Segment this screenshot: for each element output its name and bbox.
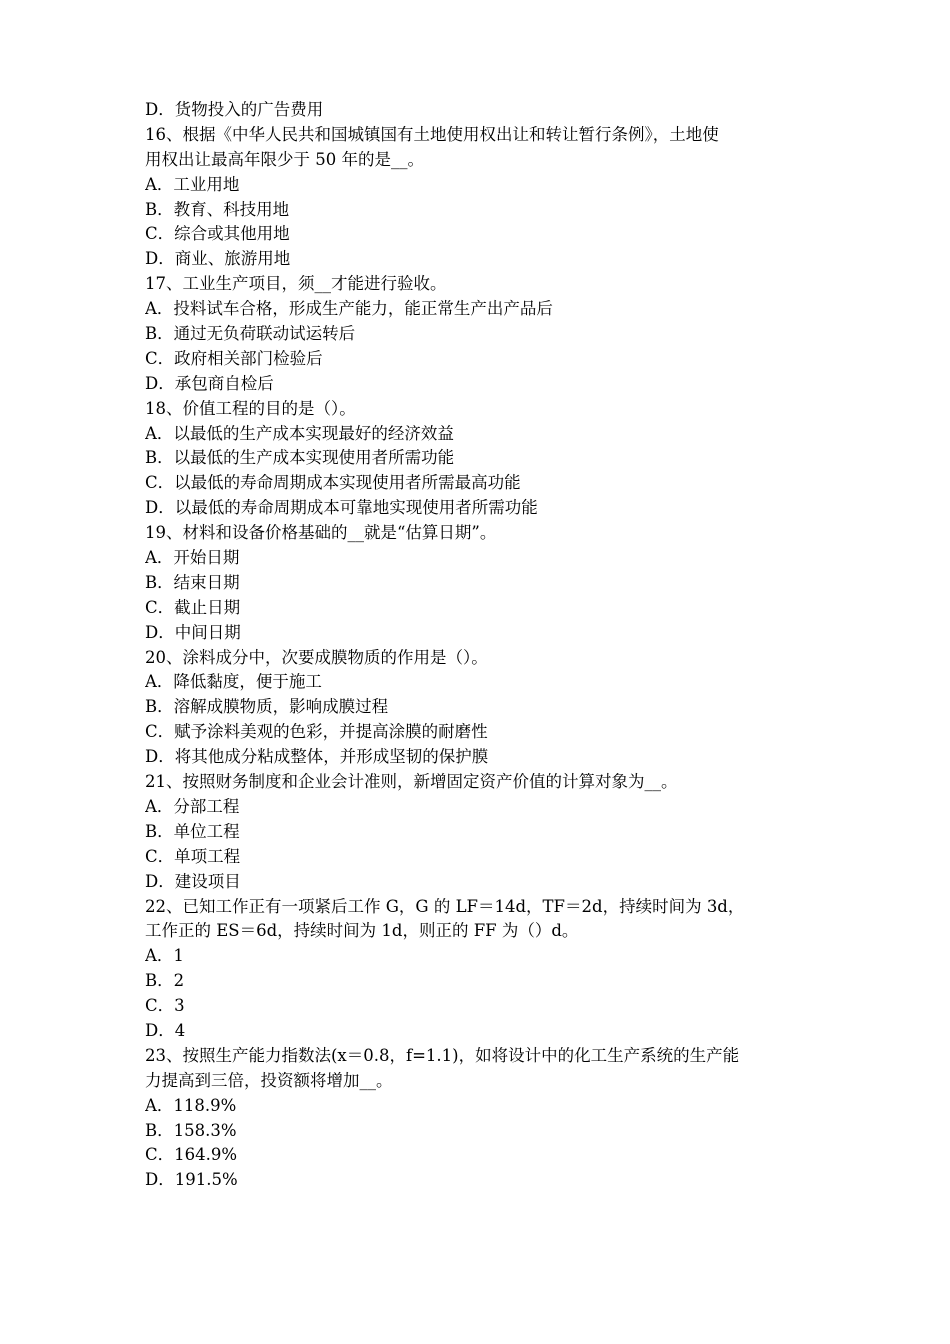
question-16-text: 16、根据《中华人民共和国城镇国有土地使用权出让和转让暂行条例》，土地使 xyxy=(145,124,719,144)
option-b-text: B．通过无负荷联动试运转后 xyxy=(145,324,356,344)
option-b-text: B．2 xyxy=(145,971,185,991)
option-b-text: B．溶解成膜物质，影响成膜过程 xyxy=(145,697,389,717)
question-16-text-cont: 用权出让最高年限少于 50 年的是__。 xyxy=(145,149,424,169)
option-d-text: D．货物投入的广告费用 xyxy=(145,100,324,119)
option-b-text: B．单位工程 xyxy=(145,821,240,841)
option-a-text: A．1 xyxy=(145,946,184,966)
option-c-text: C．赋予涂料美观的色彩，并提高涂膜的耐磨性 xyxy=(145,722,488,742)
question-22-text-cont: 工作正的 ES＝6d，持续时间为 1d，则正的 FF 为（）d。 xyxy=(145,921,579,941)
option-d-text: D．以最低的寿命周期成本可靠地实现使用者所需功能 xyxy=(145,498,538,518)
option-c-text: C．以最低的寿命周期成本实现使用者所需最高功能 xyxy=(145,473,521,493)
option-d-text: D．建设项目 xyxy=(145,871,241,891)
option-c-text: C．综合或其他用地 xyxy=(145,224,290,244)
question-19-text: 19、材料和设备价格基础的__就是“估算日期”。 xyxy=(145,523,497,543)
option-c-text: C．164.9% xyxy=(145,1145,238,1165)
option-c-text: C．3 xyxy=(145,996,185,1016)
option-b-text: B．结束日期 xyxy=(145,572,240,592)
question-23-text-cont: 力提高到三倍，投资额将增加__。 xyxy=(145,1070,393,1090)
option-a-text: A．降低黏度，便于施工 xyxy=(145,672,322,692)
option-b-text: B．教育、科技用地 xyxy=(145,199,290,219)
question-18-text: 18、价值工程的目的是（）。 xyxy=(145,398,356,418)
option-a-text: A．以最低的生产成本实现最好的经济效益 xyxy=(145,423,454,443)
option-c-text: C．单项工程 xyxy=(145,846,241,866)
option-d-text: D．4 xyxy=(145,1020,186,1040)
question-22-text: 22、已知工作正有一项紧后工作 G，G 的 LF＝14d，TF＝2d，持续时间为 3d， xyxy=(145,896,745,916)
option-c-text: C．政府相关部门检验后 xyxy=(145,348,323,368)
option-d-text: D．商业、旅游用地 xyxy=(145,249,291,269)
option-b-text: B．以最低的生产成本实现使用者所需功能 xyxy=(145,448,455,468)
question-17-text: 17、工业生产项目，须__才能进行验收。 xyxy=(145,274,447,294)
question-21-text: 21、按照财务制度和企业会计准则，新增固定资产价值的计算对象为__。 xyxy=(145,772,678,792)
option-d-text: D．承包商自检后 xyxy=(145,373,274,393)
option-d-text: D．将其他成分粘成整体，并形成坚韧的保护膜 xyxy=(145,747,489,767)
document-page xyxy=(145,98,825,1193)
option-b-text: B．158.3% xyxy=(145,1120,237,1140)
question-20-text: 20、涂料成分中，次要成膜物质的作用是（）。 xyxy=(145,647,488,667)
question-23-text: 23、按照生产能力指数法(x＝0.8，f=1.1)，如将设计中的化工生产系统的生产能 xyxy=(145,1045,740,1065)
option-a-text: A．投料试车合格，形成生产能力，能正常生产出产品后 xyxy=(145,299,553,319)
option-a-text: A．分部工程 xyxy=(145,796,240,816)
option-a-text: A．工业用地 xyxy=(145,174,240,194)
option-d-text: D．191.5% xyxy=(145,1170,238,1190)
option-d-text: D．中间日期 xyxy=(145,622,241,642)
option-a-text: A．开始日期 xyxy=(145,548,240,568)
option-c-text: C．截止日期 xyxy=(145,597,241,617)
option-a-text: A．118.9% xyxy=(145,1095,237,1115)
